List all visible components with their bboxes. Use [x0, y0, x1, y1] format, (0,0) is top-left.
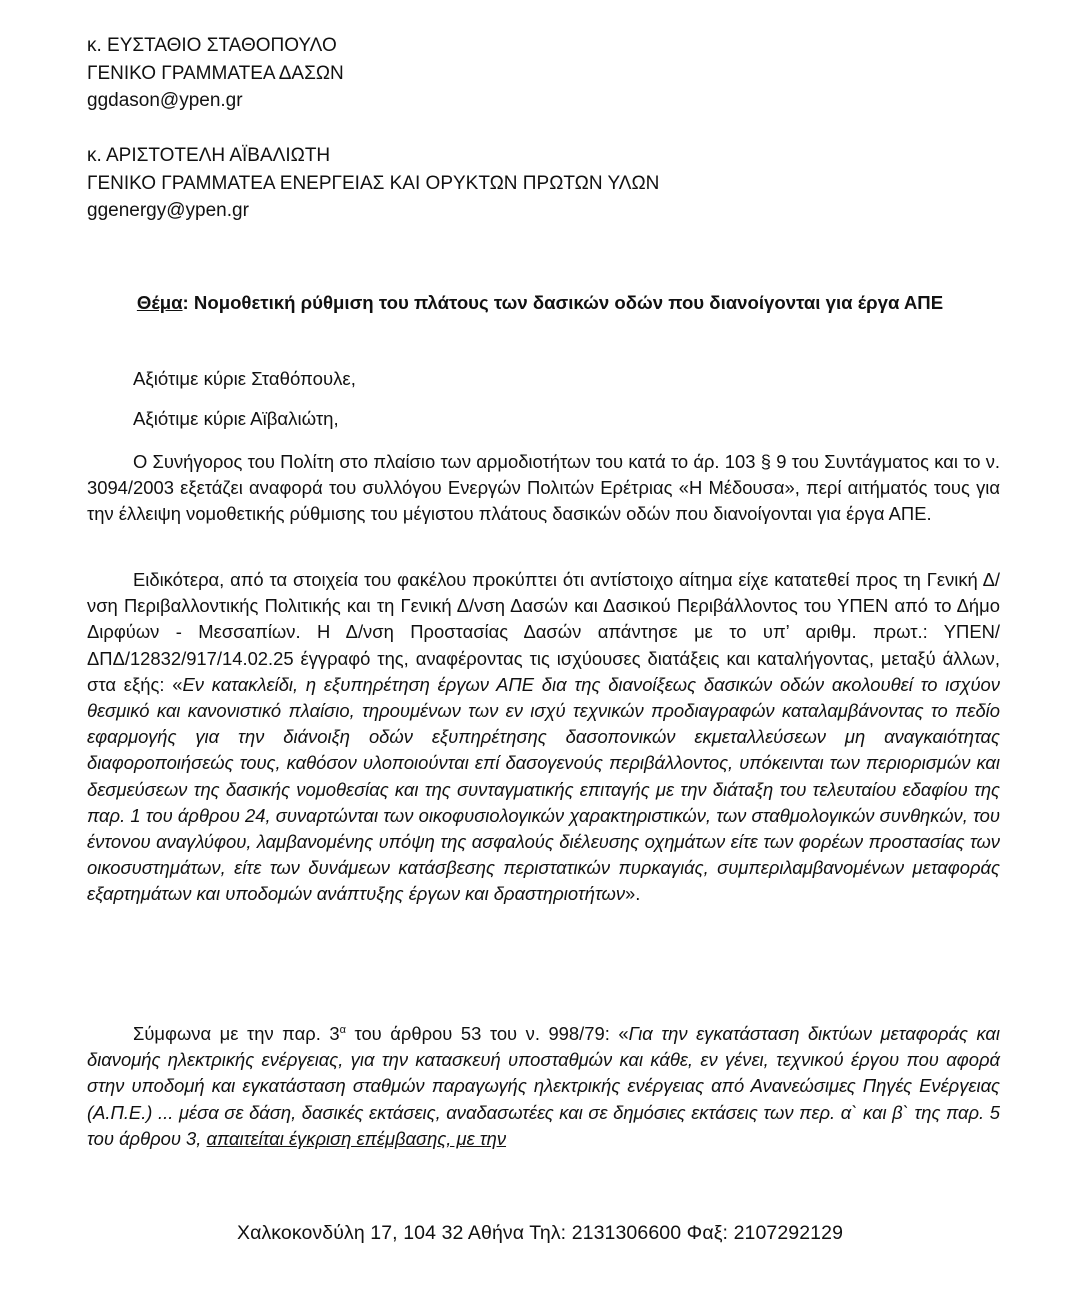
recipient-block-1 [87, 32, 344, 115]
subject-label: Θέμα [136, 292, 183, 313]
salutation-stathopoulos: Αξιότιμε κύριε Σταθόπουλε, [133, 368, 356, 389]
paragraph-2-intro: Ειδικότερα, από τα στοιχεία του φακέλου προκύπτει ότι αντίστοιχο αίτημα είχε κατατεθεί προς τη Γενική Δ/νση Περιβαλλοντικής Πολιτικής και τη Γενική Δ/νση Δασών και Δασικού Περιβάλλοντος του ΥΠΕΝ από το Δήμο Διρφύων - Μεσσαπίων. Η Δ/νση Προστασίας Δασών απάντησε με το υπ’ αριθμ. πρωτ.: ΥΠΕΝ/ΔΠΔ/12832/917/14.02.25 έγγραφό της, αναφέροντας τις ισχύουσες διατάξεις και καταλήγοντας, μεταξύ άλλων, στα εξής: « [87, 569, 1000, 695]
paragraph-1: Ο Συνήγορος του Πολίτη στο πλαίσιο των αρμοδιοτήτων του κατά το άρ. 103 § 9 του Συντάγματος και το ν. 3094/2003 εξετάζει αναφορά του συλλόγου Ενεργών Πολιτών Ερέτριας «Η Μέδουσα», περί αιτήματός τους για την έλλειψη νομοθετικής ρύθμισης του μέγιστου πλάτους δασικών οδών που διανοίγονται για έργα ΑΠΕ. [87, 451, 1000, 525]
recipient-title: ΓΕΝΙΚΟ ΓΡΑΜΜΑΤΕΑ ΔΑΣΩΝ [87, 62, 344, 84]
paragraph-3 [87, 1021, 1000, 1152]
footer-contact: Χαλκοκονδύλη 17, 104 32 Αθήνα Τηλ: 2131306600 Φαξ: 2107292129 [236, 1222, 844, 1244]
paragraph-2 [87, 567, 1000, 908]
subject-text: : Νομοθετική ρύθμιση του πλάτους των δασικών οδών που διανοίγονται για έργα ΑΠΕ [182, 292, 944, 313]
paragraph-2-end: ». [625, 883, 641, 905]
paragraph-3-underlined: απαιτείται έγκριση επέμβασης, με την [206, 1127, 507, 1149]
recipient-name: κ. ΑΡΙΣΤΟΤΕΛΗ ΑΪΒΑΛΙΩΤΗ [87, 145, 331, 166]
paragraph-3-superscript: α [339, 1023, 346, 1036]
recipient-email: ggdason@ypen.gr [87, 90, 243, 111]
recipient-block-2 [87, 142, 659, 225]
recipient-title: ΓΕΝΙΚΟ ΓΡΑΜΜΑΤΕΑ ΕΝΕΡΓΕΙΑΣ ΚΑΙ ΟΡΥΚΤΩΝ ΠΡΩΤΩΝ ΥΛΩΝ [87, 172, 660, 194]
paragraph-3-intro: Σύμφωνα με την παρ. 3 [133, 1023, 340, 1044]
subject-line [0, 292, 1080, 314]
paragraph-3-mid: του άρθρου 53 του ν. 998/79: « [345, 1023, 629, 1044]
paragraph-2-quote: Εν κατακλείδι, η εξυπηρέτηση έργων ΑΠΕ δια της διανοίξεως δασικών οδών ακολουθεί το ισχύον θεσμικό και κανονιστικό πλαίσιο, τηρουμένων των εν ισχύ τεχνικών προδιαγραφών καταλαμβάνοντας το πεδίο εφαρμογής για την διάνοιξη οδών εξυπηρέτησης δασοπονικών εκμεταλλεύσεων μη αναγκαιότητας διαφοροποιήσεώς τους, καθόσον υλοποιούνται επί δασογενούς περιβάλλοντος, υπόκεινται των περιορισμών και δεσμεύσεων της δασικής νομοθεσίας και της συνταγματικής επιταγής με την διάταξη του τελευταίου εδαφίου της παρ. 1 του άρθρου 24, συναρτώνται των οικοφυσιολογικών χαρακτηριστικών, των σταθμολογικών συνθηκών, του έντονου αναγλύφου, λαμβανομένης υπόψη της ασφαλούς διέλευσης οχημάτων είτε των φορέων προστασίας των οικοσυστημάτων, είτε των δυνάμεων κατάσβεσης περιστατικών πυρκαγιάς, συμπεριλαμβανομένων μεταφοράς εξαρτημάτων και υποδομών ανάπτυξης έργων και δραστηριοτήτων [87, 673, 1000, 905]
paragraph-3-quote: Για την εγκατάσταση δικτύων μεταφοράς και διανομής ηλεκτρικής ενέργειας, για την κατασκευή υποσταθμών και κάθε, εν γένει, τεχνικού έργου που αφορά στην υποδομή και εγκατάσταση σταθμών παραγωγής ηλεκτρικής ενέργειας από Ανανεώσιμες Πηγές Ενέργειας (Α.Π.Ε.) ... μέσα σε δάση, δασικές εκτάσεις, αναδασωτέες και σε δημόσιες εκτάσεις των περ. α` και β` της παρ. 5 του άρθρου 3, [87, 1023, 1000, 1149]
recipient-name: κ. ΕΥΣΤΑΘΙΟ ΣΤΑΘΟΠΟΥΛΟ [87, 35, 337, 56]
salutation-aivaliotis: Αξιότιμε κύριε Αϊβαλιώτη, [133, 408, 339, 429]
recipient-email: ggenergy@ypen.gr [87, 200, 249, 221]
